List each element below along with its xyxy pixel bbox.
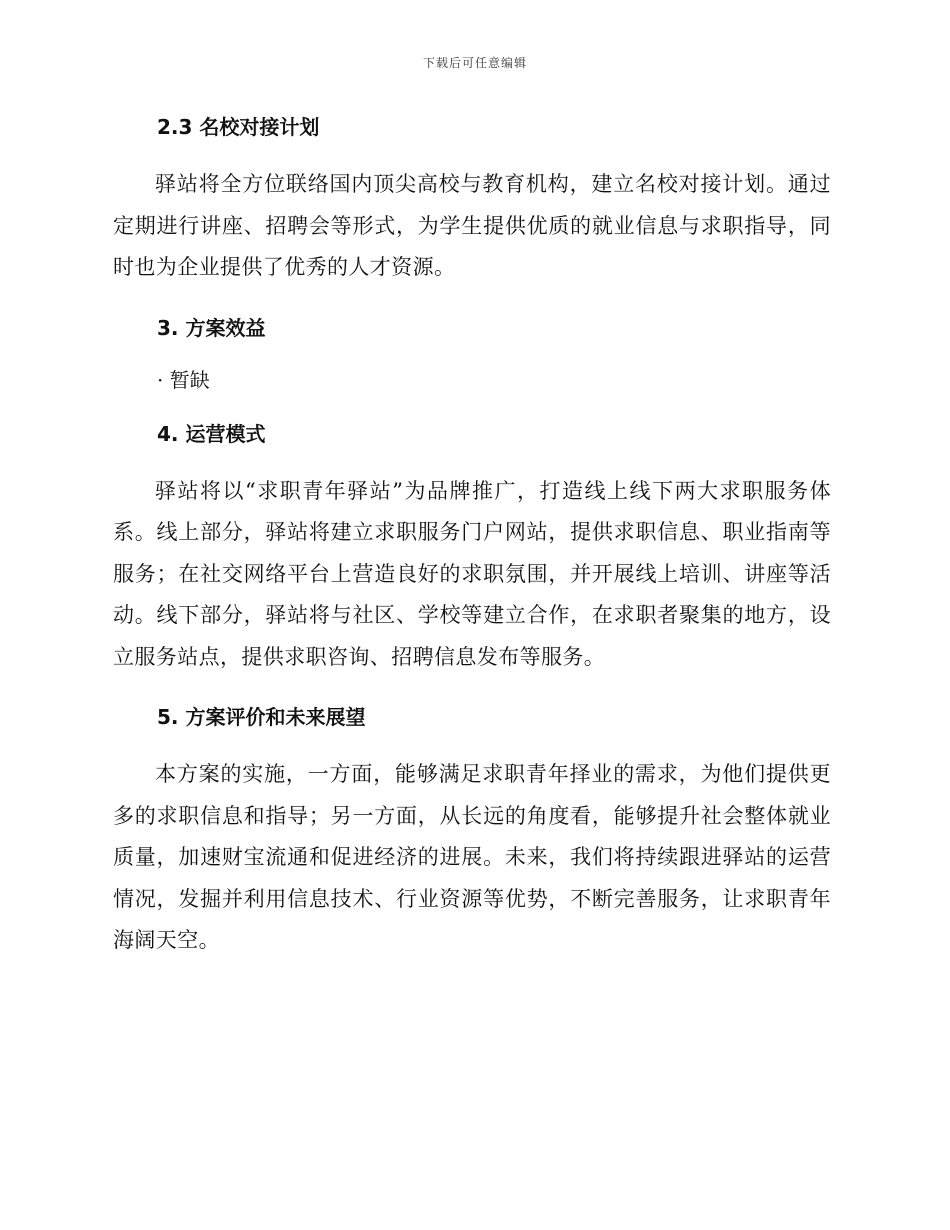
document-body (113, 112, 831, 962)
section-heading-3: 3. 方案效益 (157, 315, 266, 340)
section-paragraph-5: 本方案的实施，一方面，能够满足求职青年择业的需求，为他们提供更多的求职信息和指导；另一方面，从长远的角度看，能够提升社会整体就业质量，加速财宝流通和促进经济的进展。未来，我们将持续跟进驿站的运营情况，发掘并利用信息技术、行业资源等优势，不断完善服务，让求职青年海阔天空。 (113, 762, 831, 952)
section-heading-5: 5. 方案评价和未来展望 (157, 705, 366, 729)
section-heading-4: 4. 运营模式 (157, 421, 266, 446)
page-header: 下载后可任意编辑 (422, 56, 527, 70)
section-paragraph-2-3: 驿站将全方位联络国内顶尖高校与教育机构，建立名校对接计划。通过定期进行讲座、招聘会等形式，为学生提供优质的就业信息与求职指导，同时也为企业提供了优秀的人才资源。 (113, 172, 831, 279)
section-paragraph-4: 驿站将以“求职青年驿站”为品牌推广，打造线上线下两大求职服务体系。线上部分，驿站将建立求职服务门户网站，提供求职信息、职业指南等服务；在社交网络平台上营造良好的求职氛围，并开展线上培训、讲座等活动。线下部分，驿站将与社区、学校等建立合作，在求职者聚集的地方，设立服务站点，提供求职咨询、招聘信息发布等服务。 (113, 478, 831, 669)
section-bullet-3: · 暂缺 (157, 367, 210, 392)
section-heading-2-3: 2.3 名校对接计划 (157, 115, 320, 139)
